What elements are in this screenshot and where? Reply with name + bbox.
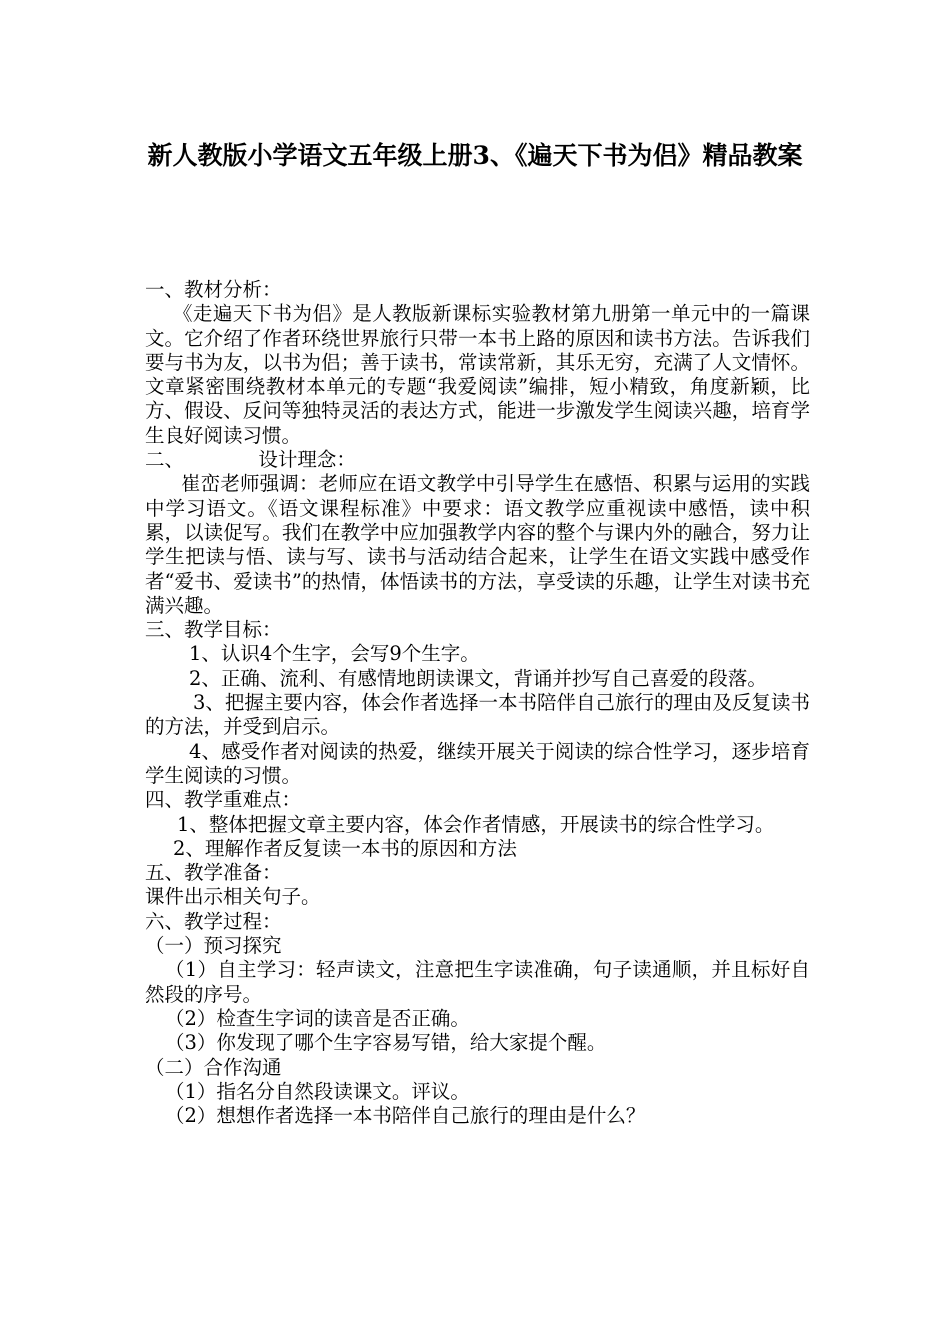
paragraph: 课件出示相关句子。 bbox=[145, 885, 321, 909]
paragraph: 一、教材分析： bbox=[145, 278, 282, 301]
paragraph: 3、把握主要内容，体会作者选择一本书陪伴自己旅行的理由及反复读书的方法，并受到启示。 bbox=[145, 691, 810, 739]
paragraph: 4、感受作者对阅读的热爱，继续开展关于阅读的综合性学习，逐步培育学生阅读的习惯。 bbox=[145, 739, 810, 787]
paragraph: （一）预习探究 bbox=[145, 934, 282, 958]
paragraph: 三、教学目标： bbox=[145, 618, 282, 642]
paragraph: 二、 设计理念： bbox=[145, 448, 356, 472]
paragraph: 六、教学过程： bbox=[145, 909, 282, 933]
document-body bbox=[145, 278, 810, 1128]
paragraph: （1）指名分自然段读课文。评议。 bbox=[165, 1079, 470, 1103]
paragraph: （2）想想作者选择一本书陪伴自己旅行的理由是什么？ bbox=[165, 1104, 646, 1128]
paragraph: （2）检查生字词的读音是否正确。 bbox=[165, 1006, 470, 1030]
paragraph: （二）合作沟通 bbox=[145, 1055, 282, 1079]
paragraph: 五、教学准备： bbox=[145, 861, 282, 885]
document-title: 新人教版小学语文五年级上册3、《遍天下书为侣》精品教案 bbox=[147, 141, 803, 170]
paragraph: （1）自主学习：轻声读文，注意把生字读准确，句子读通顺，并且标好自然段的序号。 bbox=[145, 958, 810, 1006]
paragraph: 1、认识4个生字，会写9个生字。 bbox=[189, 642, 480, 666]
paragraph: （3）你发现了哪个生字容易写错，给大家提个醒。 bbox=[165, 1031, 607, 1055]
paragraph: 2、正确、流利、有感情地朗读课文，背诵并抄写自己喜爱的段落。 bbox=[189, 666, 767, 690]
paragraph: 四、教学重难点： bbox=[145, 788, 302, 812]
paragraph: 《走遍天下书为侣》是人教版新课标实验教材第九册第一单元中的一篇课文。它介绍了作者环绕世界旅行只带一本书上路的原因和读书方法。告诉我们要与书为友，以书为侣；善于读书，常读常新，其乐无穷，充满了人文情怀。文章紧密围绕教材本单元的专题“我爱阅读”编排，短小精致，角度新颖，比方、假设、反问等独特灵活的表达方式，能进一步激发学生阅读兴趣，培育学生良好阅读习惯。 bbox=[145, 302, 810, 447]
paragraph: 2、理解作者反复读一本书的原因和方法 bbox=[173, 836, 517, 860]
paragraph: 崔峦老师强调：老师应在语文教学中引导学生在感悟、积累与运用的实践中学习语文。《语文课程标准》中要求：语文教学应重视读中感悟，读中积累，以读促写。我们在教学中应加强教学内容的整个与课内外的融合，努力让学生把读与悟、读与写、读书与活动结合起来，让学生在语文实践中感受作者“爱书、爱读书”的热情，体悟读书的方法，享受读的乐趣，让学生对读书充满兴趣。 bbox=[145, 472, 810, 617]
paragraph: 1、整体把握文章主要内容，体会作者情感，开展读书的综合性学习。 bbox=[177, 812, 775, 836]
